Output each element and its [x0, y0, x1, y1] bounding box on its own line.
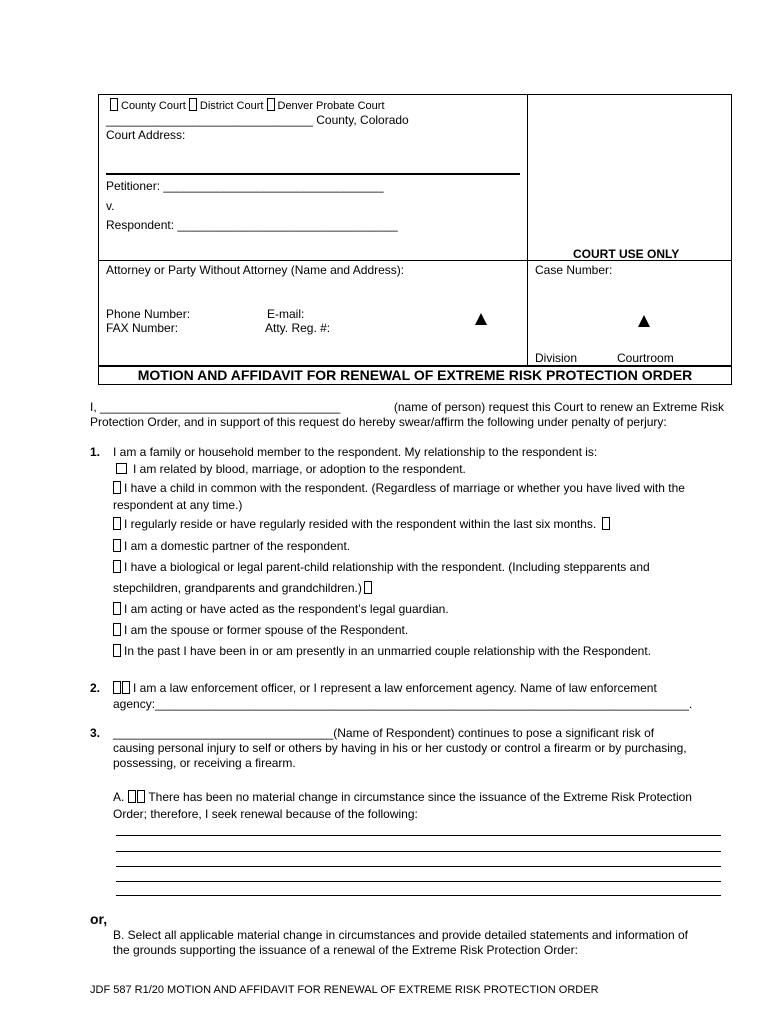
district-court-label: District Court — [199, 100, 264, 112]
relationship-option-child: I have a child in common with the respondent. (Regardless of marriage or whether you have lived with the — [113, 481, 685, 495]
court-address-label: Court Address: — [106, 128, 186, 142]
case-number-label: Case Number: — [535, 263, 613, 277]
spouse-checkbox[interactable] — [113, 623, 121, 636]
child-checkbox[interactable] — [113, 481, 121, 494]
option-a-checkbox-2[interactable] — [137, 790, 145, 803]
court-address-line[interactable] — [106, 173, 520, 175]
name-of-person-field[interactable]: ____________________________________ — [100, 400, 341, 414]
intro-request-text: (name of person) request this Court to renew an Extreme Risk — [393, 400, 724, 414]
section-1-lead: I am a family or household member to the respondent. My relationship to the respondent is: — [113, 445, 598, 459]
triangle-marker-icon — [475, 313, 487, 325]
denver-probate-court-label: Denver Probate Court — [277, 100, 385, 112]
law-enforcement-checkbox-1[interactable] — [113, 681, 121, 694]
section-3-line-3: possessing, or receiving a firearm. — [113, 756, 296, 770]
denver-probate-court-checkbox[interactable] — [267, 98, 275, 111]
option-a-line-1: A. There has been no material change in circumstance since the issuance of the Extreme Risk Protection — [113, 790, 692, 804]
versus-label: v. — [106, 199, 115, 213]
relationship-option-guardian: I am acting or have acted as the respondent’s legal guardian. — [113, 602, 449, 616]
atty-reg-label: Atty. Reg. #: — [265, 321, 331, 335]
relationship-option-parent-cont: stepchildren, grandparents and grandchildren.) — [113, 581, 375, 595]
respondent-field[interactable]: Respondent: _________________________________ — [106, 218, 398, 232]
relationship-option-parent: I have a biological or legal parent-child relationship with the respondent. (Including stepparents and — [113, 560, 650, 574]
law-enforcement-checkbox-2[interactable] — [122, 681, 130, 694]
phone-label: Phone Number: — [106, 307, 191, 321]
respondent-name-field[interactable]: _________________________________(Name of Respondent) continues to pose a significant risk of — [113, 726, 655, 740]
division-label: Division — [535, 351, 578, 365]
agency-name-field[interactable]: agency:________________________________________________________________________________. — [113, 697, 693, 711]
option-a-checkbox-1[interactable] — [128, 790, 136, 803]
renewal-reason-line[interactable] — [116, 851, 721, 852]
section-2-number: 2. — [90, 681, 101, 695]
triangle-marker-icon — [638, 315, 650, 327]
parent-extra-checkbox[interactable] — [364, 581, 372, 594]
section-3-number: 3. — [90, 726, 101, 740]
intro-line-1 — [90, 400, 724, 414]
unmarried-checkbox[interactable] — [113, 644, 121, 657]
district-court-checkbox[interactable] — [189, 98, 197, 111]
relationship-option-reside: I regularly reside or have regularly resided with the respondent within the last six months. — [113, 517, 613, 531]
courtroom-label: Courtroom — [617, 351, 674, 365]
option-b-line-2: the grounds supporting the issuance of a renewal of the Extreme Risk Protection Order: — [113, 943, 578, 957]
guardian-checkbox[interactable] — [113, 602, 121, 615]
county-court-checkbox[interactable] — [110, 98, 118, 111]
reside-extra-checkbox[interactable] — [602, 517, 610, 530]
section-2-line-1: I am a law enforcement officer, or I represent a law enforcement agency. Name of law enforcement — [113, 681, 657, 695]
caption-divider-vertical — [527, 94, 528, 366]
relationship-option-spouse: I am the spouse or former spouse of the Respondent. — [113, 623, 408, 637]
court-options — [110, 98, 385, 112]
relationship-option-partner: I am a domestic partner of the respondent. — [113, 539, 350, 553]
fax-label: FAX Number: — [106, 321, 179, 335]
county-line[interactable]: _______________________________ County, Colorado — [106, 113, 409, 127]
intro-i: I, — [90, 400, 97, 414]
renewal-reason-line[interactable] — [116, 895, 721, 896]
or-label: or, — [90, 911, 108, 927]
petitioner-field[interactable]: Petitioner: _________________________________ — [106, 179, 384, 193]
option-a-line-2: Order; therefore, I seek renewal because of the following: — [113, 807, 418, 821]
relationship-option-unmarried: In the past I have been in or am presently in an unmarried couple relationship with the Respondent. — [113, 644, 651, 658]
email-label: E-mail: — [267, 307, 305, 321]
relationship-option-blood: I am related by blood, marriage, or adoption to the respondent. — [116, 462, 466, 476]
option-b-line-1: B. Select all applicable material change in circumstances and provide detailed statements and information of — [113, 928, 688, 942]
court-use-only-label: COURT USE ONLY — [573, 247, 680, 261]
renewal-reason-line[interactable] — [116, 835, 721, 836]
section-3-line-2: causing personal injury to self or others by having in his or her custody or control a firearm or by purchasing, — [113, 741, 687, 755]
intro-line-2: Protection Order, and in support of this request do hereby swear/affirm the following under penalty of perjury: — [90, 415, 667, 429]
partner-checkbox[interactable] — [113, 539, 121, 552]
renewal-reason-line[interactable] — [116, 866, 721, 867]
county-court-label: County Court — [121, 100, 186, 112]
renewal-reason-line[interactable] — [116, 881, 721, 882]
parent-checkbox[interactable] — [113, 560, 121, 573]
blood-checkbox[interactable] — [116, 463, 127, 474]
page-footer: JDF 587 R1/20 MOTION AND AFFIDAVIT FOR RENEWAL OF EXTREME RISK PROTECTION ORDER — [90, 984, 599, 996]
relationship-option-child-cont: respondent at any time.) — [113, 498, 243, 512]
section-1-number: 1. — [90, 445, 101, 459]
reside-checkbox[interactable] — [113, 517, 121, 530]
attorney-label: Attorney or Party Without Attorney (Name and Address): — [106, 263, 405, 277]
document-title: MOTION AND AFFIDAVIT FOR RENEWAL OF EXTREME RISK PROTECTION ORDER — [137, 367, 693, 383]
